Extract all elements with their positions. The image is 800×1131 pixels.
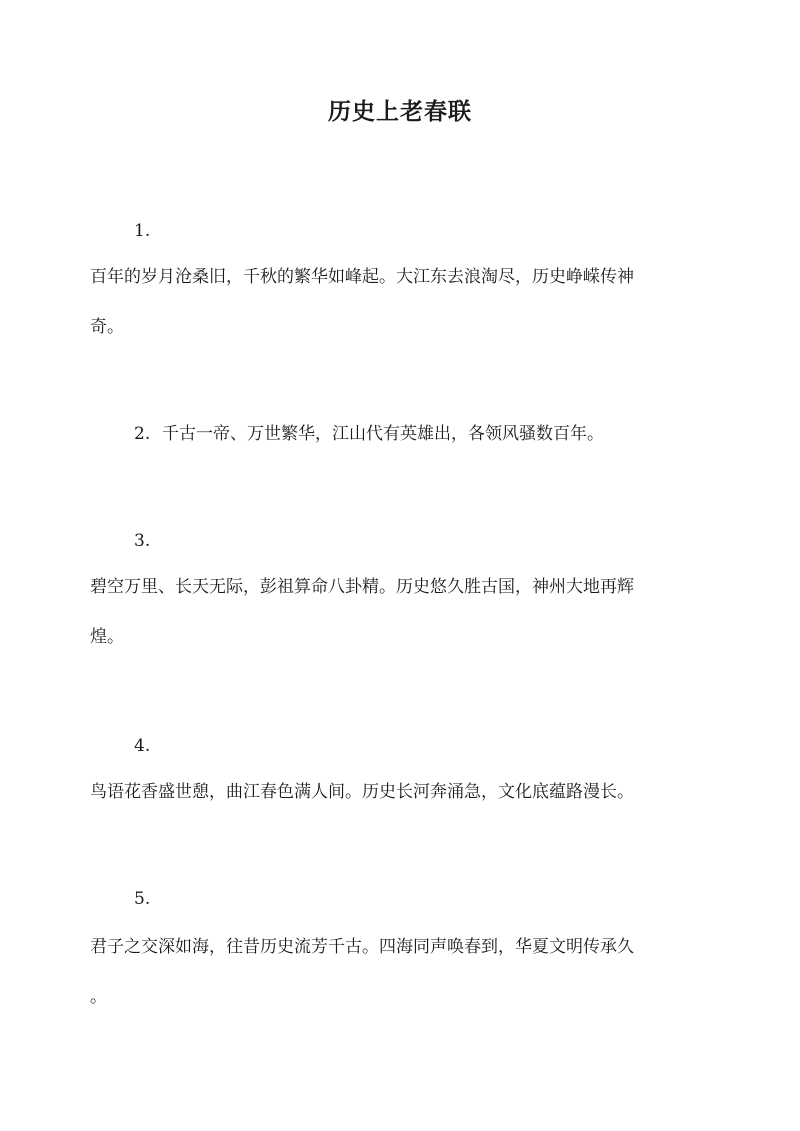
couplet-3-line-2: 煌。 <box>90 627 124 647</box>
couplet-1-line-2: 奇。 <box>90 317 124 337</box>
couplet-5-line-1: 君子之交深如海，往昔历史流芳千古。四海同声唤春到，华夏文明传承久 <box>90 937 634 957</box>
couplet-1-line-1: 百年的岁月沧桑旧，千秋的繁华如峰起。大江东去浪淘尽，历史峥嵘传神 <box>90 267 634 287</box>
couplet-5-number: 5. <box>134 889 151 909</box>
couplet-5-line-2: 。 <box>90 987 107 1007</box>
couplet-2-number: 2. <box>134 424 151 444</box>
document-title: 历史上老春联 <box>328 98 472 125</box>
couplet-1-number: 1. <box>134 221 151 241</box>
couplet-4-number: 4. <box>134 736 151 756</box>
couplet-3-number: 3. <box>134 531 151 551</box>
couplet-2-line-1: 千古一帝、万世繁华，江山代有英雄出，各领风骚数百年。 <box>162 424 604 444</box>
couplet-3-line-1: 碧空万里、长天无际，彭祖算命八卦精。历史悠久胜古国，神州大地再辉 <box>90 577 634 597</box>
couplet-4-line-1: 鸟语花香盛世憩，曲江春色满人间。历史长河奔涌急，文化底蕴路漫长。 <box>90 782 634 802</box>
